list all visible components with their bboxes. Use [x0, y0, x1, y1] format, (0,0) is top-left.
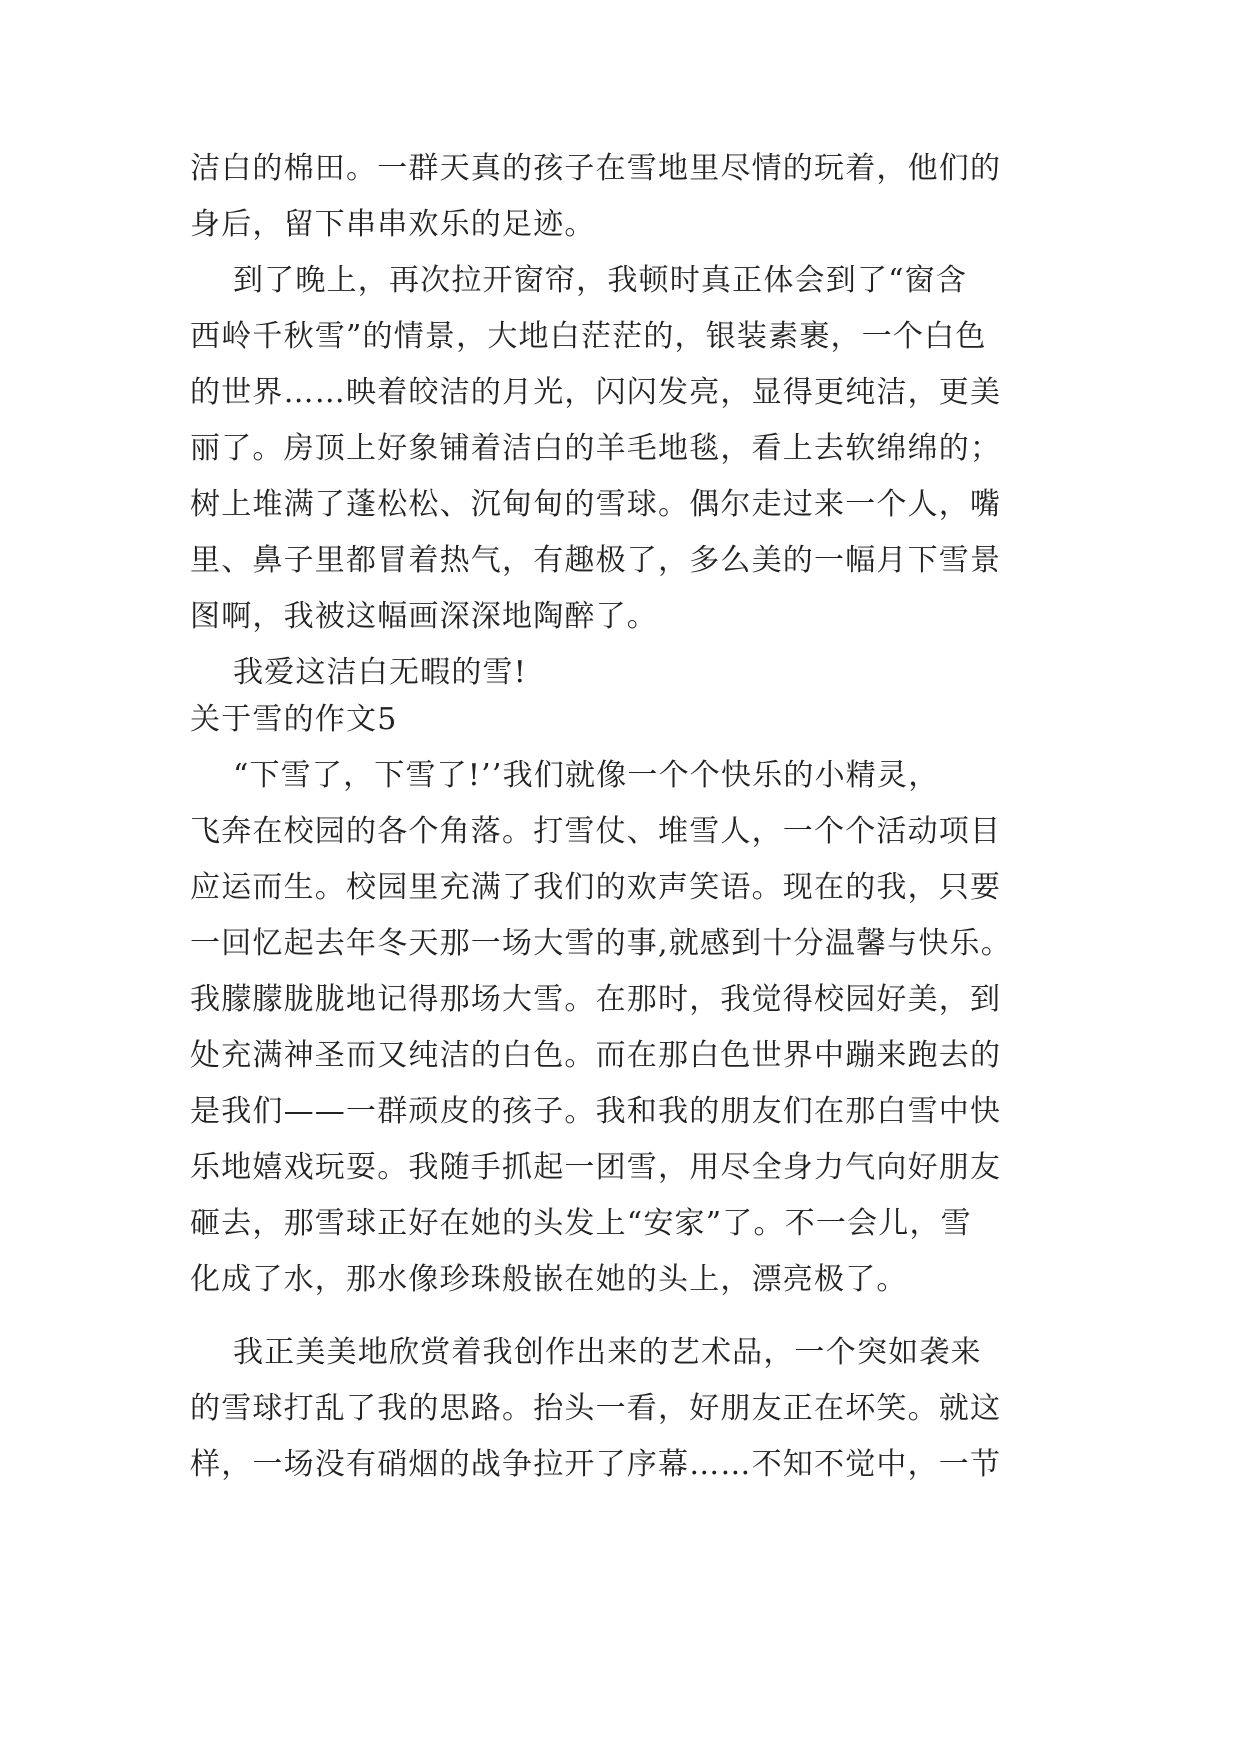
text-line: 的世界……映着皎洁的月光，闪闪发亮，显得更纯洁，更美	[190, 375, 1002, 410]
text-line: 样，一场没有硝烟的战争拉开了序幕……不知不觉中，一节	[190, 1447, 1002, 1482]
text-line: 身后，留下串串欢乐的足迹。	[190, 207, 596, 242]
text-line: 我爱这洁白无暇的雪!	[190, 655, 527, 690]
text-line: 到了晚上，再次拉开窗帘，我顿时真正体会到了“窗含	[190, 263, 968, 298]
text-line: 砸去，那雪球正好在她的头发上“安家”了。不一会儿，雪	[190, 1206, 972, 1241]
text-line: 乐地嬉戏玩耍。我随手抓起一团雪，用尽全身力气向好朋友	[190, 1150, 1002, 1185]
text-line: 里、鼻子里都冒着热气，有趣极了，多么美的一幅月下雪景	[190, 543, 1002, 578]
text-line: 我朦朦胧胧地记得那场大雪。在那时，我觉得校园好美，到	[190, 982, 1002, 1017]
text-line: 洁白的棉田。一群天真的孩子在雪地里尽情的玩着，他们的	[190, 151, 1002, 186]
section-heading: 关于雪的作文5	[190, 702, 398, 737]
text-line: “下雪了，下雪了!’’我们就像一个个快乐的小精灵，	[190, 758, 940, 793]
text-line: 我正美美地欣赏着我创作出来的艺术品，一个突如袭来	[190, 1335, 982, 1370]
text-line: 飞奔在校园的各个角落。打雪仗、堆雪人，一个个活动项目	[190, 814, 1002, 849]
text-line: 的雪球打乱了我的思路。抬头一看，好朋友正在坏笑。就这	[190, 1391, 1002, 1426]
text-line: 丽了。房顶上好象铺着洁白的羊毛地毯，看上去软绵绵的；	[190, 431, 1002, 466]
text-line: 应运而生。校园里充满了我们的欢声笑语。现在的我，只要	[190, 870, 1002, 905]
text-line: 处充满神圣而又纯洁的白色。而在那白色世界中蹦来跑去的	[190, 1038, 1002, 1073]
text-line: 是我们——一群顽皮的孩子。我和我的朋友们在那白雪中快	[190, 1094, 1002, 1129]
text-line: 化成了水，那水像珍珠般嵌在她的头上，漂亮极了。	[190, 1262, 908, 1297]
text-line: 树上堆满了蓬松松、沉甸甸的雪球。偶尔走过来一个人，嘴	[190, 487, 1002, 522]
text-line: 西岭千秋雪”的情景，大地白茫茫的，银装素裹，一个白色	[190, 319, 987, 354]
text-line: 图啊，我被这幅画深深地陶醉了。	[190, 599, 658, 634]
text-line: 一回忆起去年冬天那一场大雪的事,就感到十分温馨与快乐。	[190, 926, 1012, 961]
